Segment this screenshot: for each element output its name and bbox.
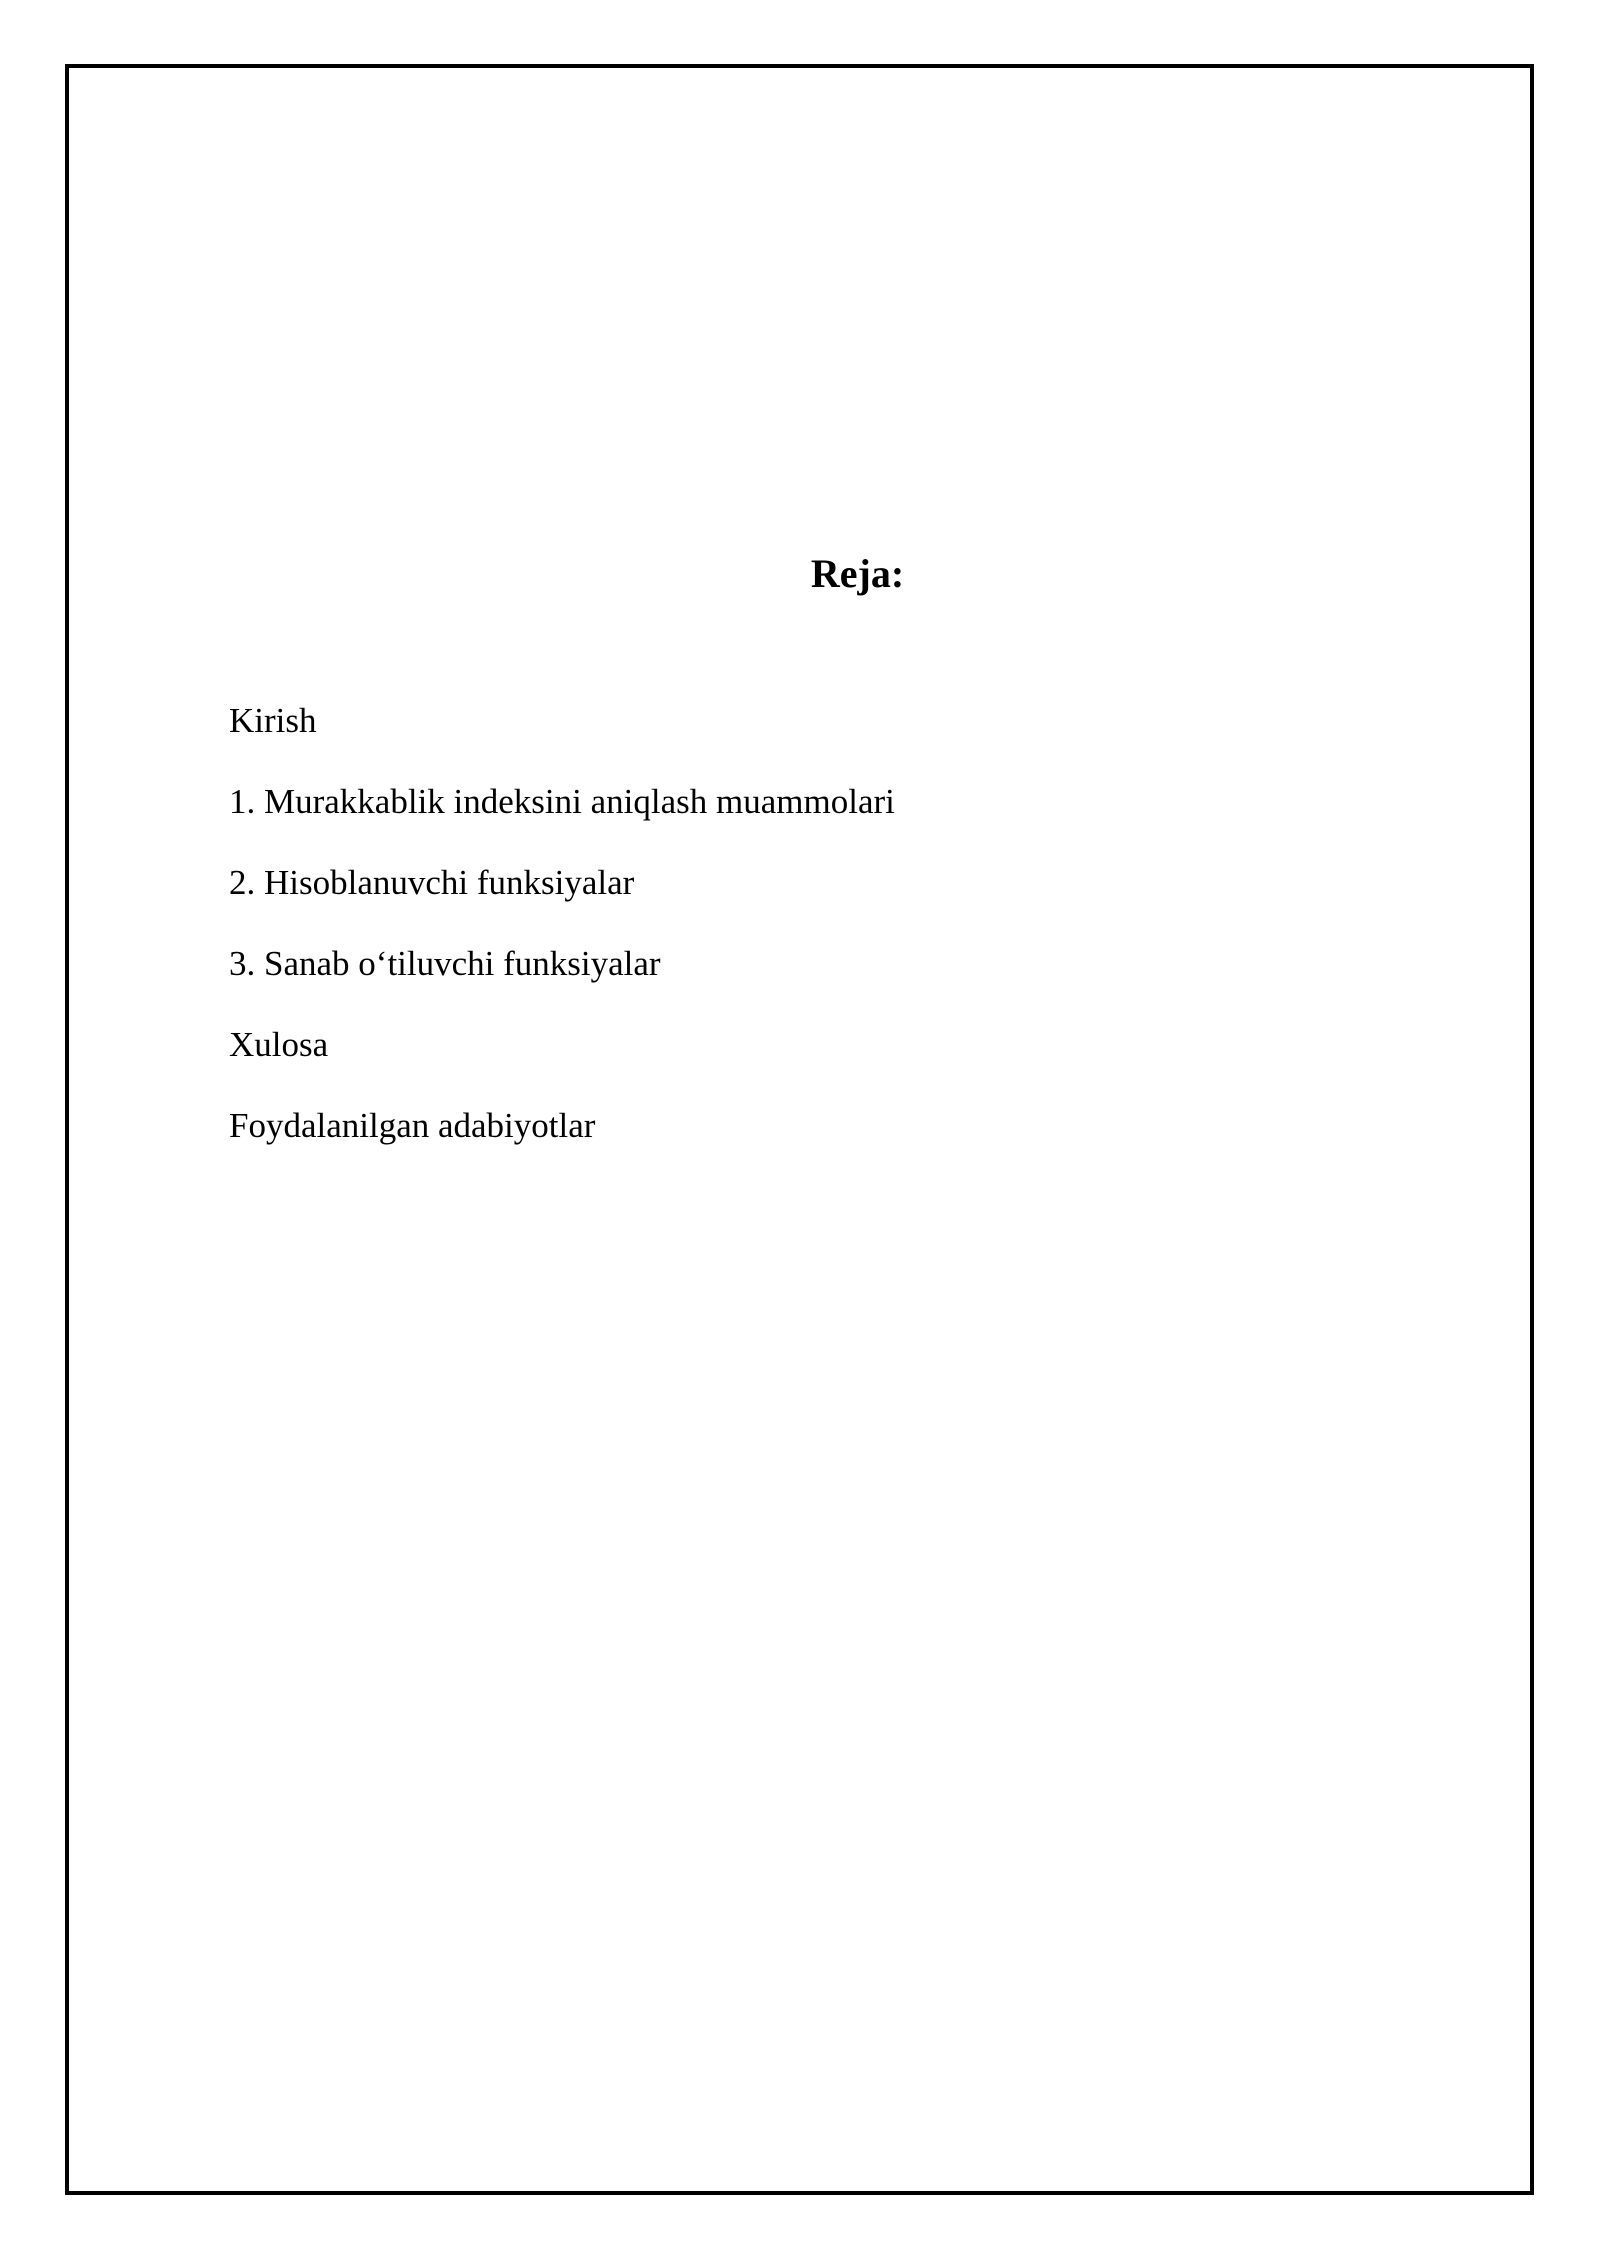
toc-item-references: Foydalanilgan adabiyotlar <box>229 1106 596 1145</box>
toc-item-section-3: 3. Sanab o‘tiluvchi funksiyalar <box>229 944 661 983</box>
table-of-contents <box>229 700 895 1186</box>
toc-item-section-2: 2. Hisoblanuvchi funksiyalar <box>229 863 635 902</box>
toc-item-section-1: 1. Murakkablik indeksini aniqlash muammolari <box>229 782 895 821</box>
toc-item-introduction: Kirish <box>229 701 317 740</box>
toc-item-conclusion: Xulosa <box>229 1025 329 1064</box>
plan-title: Reja: <box>810 551 905 596</box>
